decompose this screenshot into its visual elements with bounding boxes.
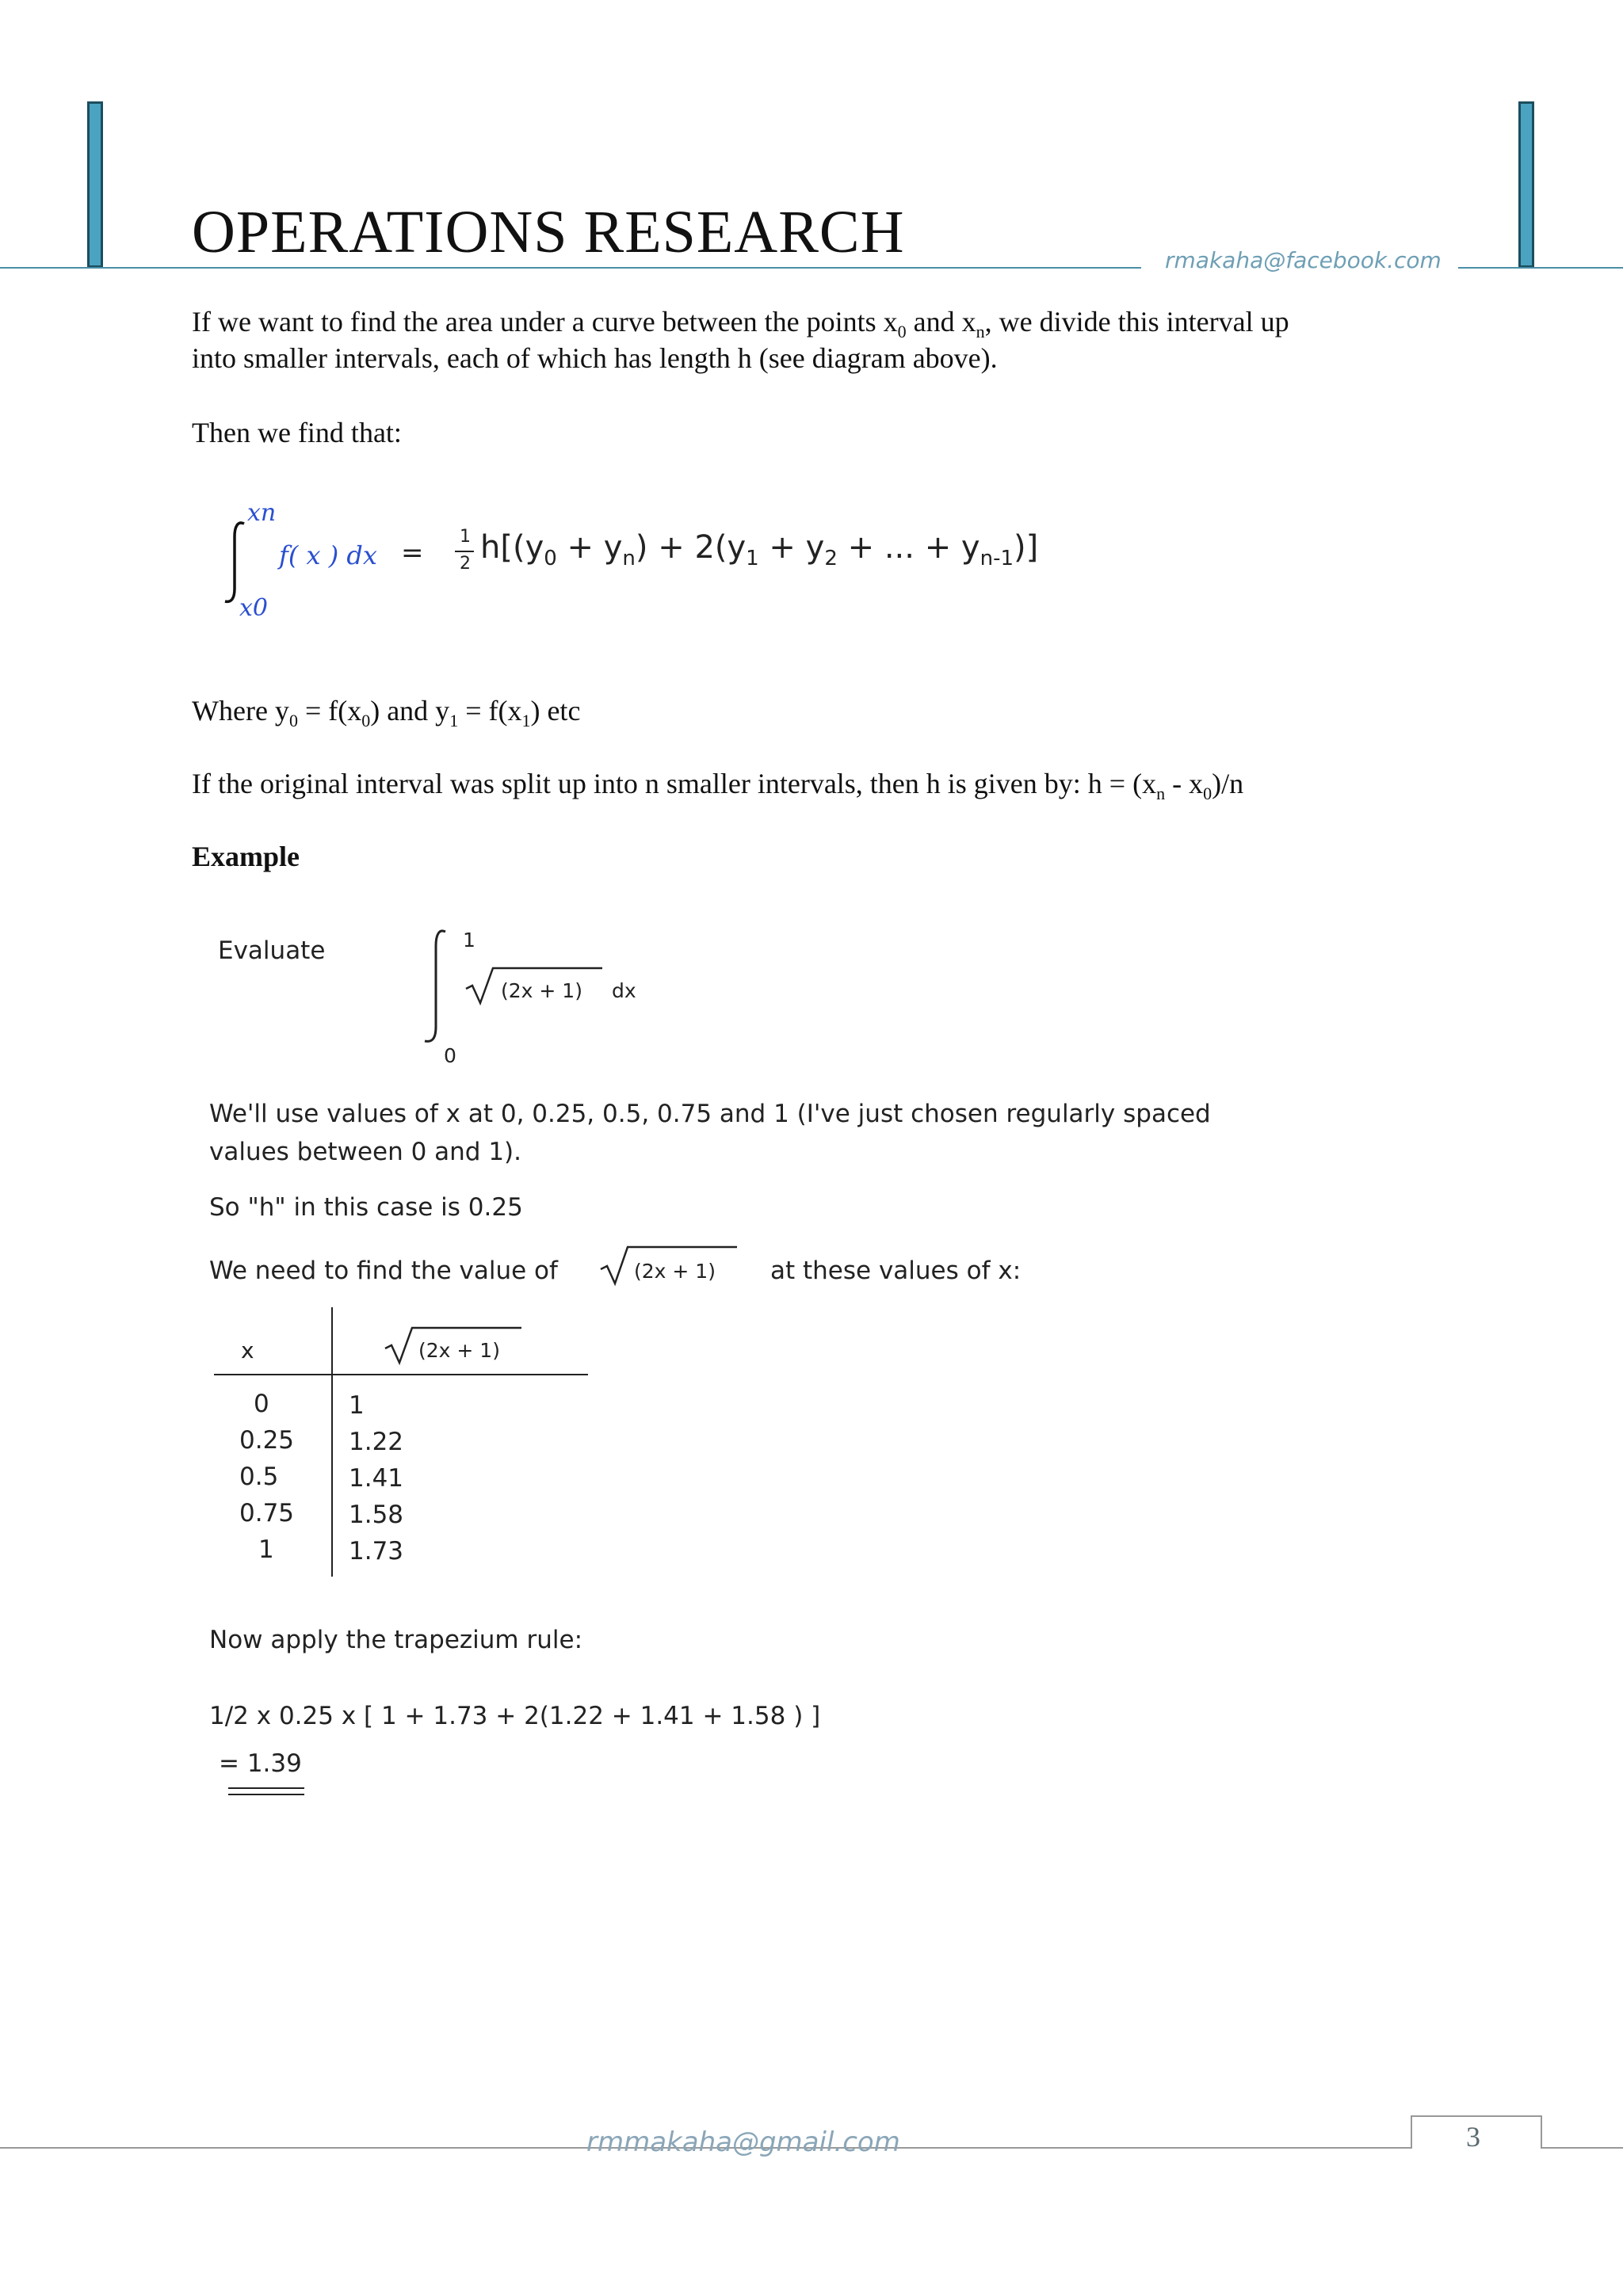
table-cell-y: 1 — [349, 1391, 365, 1420]
page-number: 3 — [1466, 2121, 1480, 2153]
formula-upper-limit: xn — [247, 499, 277, 527]
footer-rule-right — [1541, 2147, 1623, 2149]
example-integral-sign — [420, 927, 452, 1046]
example-radicand: (2x + 1) — [501, 979, 582, 1002]
example-line-3: So "h" in this case is 0.25 — [209, 1193, 523, 1222]
trapezium-formula — [214, 491, 1039, 634]
example-upper-limit: 1 — [463, 929, 475, 952]
example-line-1: We'll use values of x at 0, 0.25, 0.5, 0.75 and 1 (I've just chosen regularly spaced — [209, 1100, 1211, 1128]
formula-integrand: f( x ) dx — [279, 540, 377, 570]
example-heading: Example — [192, 841, 300, 872]
header-rule-left — [0, 267, 1141, 269]
table-header-f: (2x + 1) — [418, 1339, 500, 1362]
header-left-bar — [87, 101, 103, 268]
example-dx: dx — [612, 979, 636, 1002]
table-cell-x: 0.5 — [239, 1463, 279, 1491]
values-table — [214, 1307, 594, 1585]
table-vertical-rule — [331, 1307, 333, 1577]
formula-rhs: $h[(y_0 + y_n) + 2(y_1 + y_2$ + ... + $y_{n-1}$)] — [480, 529, 1039, 570]
header-right-bar — [1518, 101, 1534, 268]
result-double-underline — [228, 1787, 304, 1795]
table-header-x: x — [241, 1337, 254, 1363]
page-title: OPERATIONS RESEARCH — [192, 199, 905, 265]
formula-equals: = — [401, 537, 424, 569]
table-cell-y: 1.58 — [349, 1501, 404, 1529]
table-cell-y: 1.41 — [349, 1464, 404, 1493]
h-definition-paragraph: If the original interval was split up into n smaller intervals, then h is given by: $h = (x_n - x_0)/n$ — [192, 768, 1244, 804]
trapezium-calculation: 1/2 x 0.25 x [ 1 + 1.73 + 2(1.22 + 1.41 + 1.58 ) ] — [209, 1702, 821, 1730]
final-result: = 1.39 — [219, 1749, 302, 1778]
example-line-2: values between 0 and 1). — [209, 1138, 522, 1166]
formula-half-num: 1 — [460, 527, 471, 547]
intro-paragraph: If we want to find the area under a curve between the points $x_0$ and $x_n$, we divide this interval up into smaller intervals, each of which has length h (see diagram above). — [192, 306, 1289, 374]
table-horizontal-rule — [214, 1374, 588, 1375]
formula-half-bar — [455, 551, 474, 552]
table-cell-y: 1.73 — [349, 1537, 404, 1566]
formula-half-den: 2 — [460, 554, 471, 574]
example-line-5: Now apply the trapezium rule: — [209, 1626, 583, 1654]
line4-radicand: (2x + 1) — [634, 1260, 716, 1283]
header-rule-right — [1458, 267, 1623, 269]
formula-lower-limit: x0 — [239, 594, 269, 622]
where-paragraph: Where $y_0 = f(x_0)$ and $y_1 = f(x_1)$ etc — [192, 695, 581, 731]
example-line-4-a: We need to find the value of — [209, 1257, 558, 1285]
header-email: rmakaha@facebook.com — [1165, 247, 1442, 273]
example-line-4-b: at these values of x: — [770, 1257, 1022, 1285]
table-cell-x: 0 — [254, 1390, 269, 1418]
table-cell-x: 0.25 — [239, 1426, 295, 1455]
integral-sign — [220, 519, 252, 606]
table-cell-x: 0.75 — [239, 1499, 295, 1527]
then-we-find-text: Then we find that: — [192, 417, 402, 448]
footer-email: rmmakaha@gmail.com — [586, 2126, 900, 2158]
example-lower-limit: 0 — [444, 1044, 456, 1067]
table-cell-y: 1.22 — [349, 1428, 404, 1456]
evaluate-label: Evaluate — [218, 936, 326, 965]
table-cell-x: 1 — [258, 1535, 274, 1564]
